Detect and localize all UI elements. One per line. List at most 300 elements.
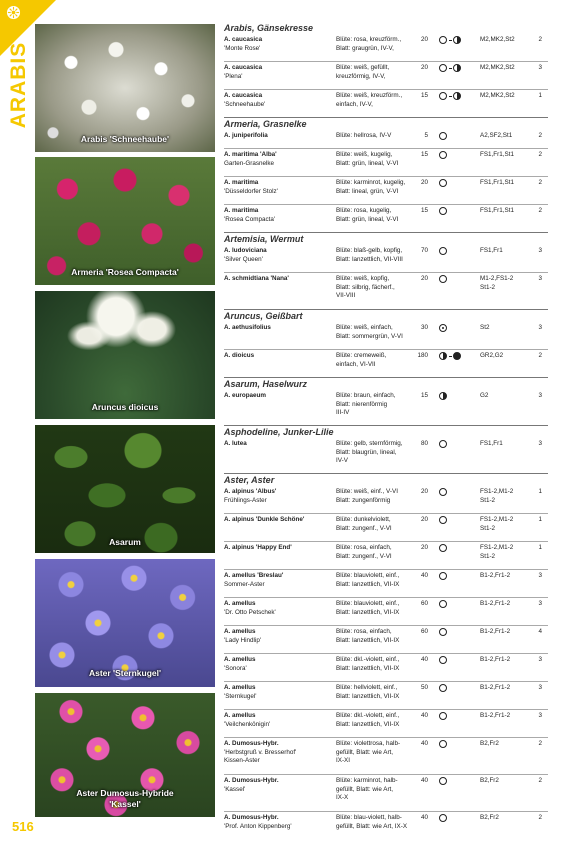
- light-sun-halfshade-icon: [439, 37, 462, 44]
- species-name: A. schmidtiana 'Nana': [224, 275, 289, 282]
- habitat-line: FS1-2,M1-2: [480, 488, 514, 495]
- plant-name: [224, 600, 334, 617]
- plant-row: [224, 322, 548, 349]
- habitat-code: [480, 572, 530, 581]
- plant-height: 50: [420, 684, 428, 691]
- light-sun-icon: [439, 778, 448, 785]
- photo-caption: Asarum: [109, 537, 141, 547]
- light-halfshade-icon: [439, 393, 448, 400]
- habitat-code: [480, 740, 530, 749]
- description-line: Blatt: zungenf., V-VI: [336, 524, 392, 532]
- photo-aster-sternkugel: [35, 559, 215, 687]
- description-line: Blatt: lanzettlich, VII-IX: [336, 692, 400, 700]
- light-sun-icon: [439, 629, 448, 636]
- plant-name: [224, 516, 334, 525]
- description-line: einfach, IV-V,: [336, 100, 373, 108]
- plant-height: 15: [420, 392, 428, 399]
- plant-height: 80: [420, 440, 428, 447]
- description-line: Blatt: lanzettlich, VII-VIII: [336, 255, 403, 263]
- plant-height: 180: [417, 352, 428, 359]
- plant-name: [224, 740, 334, 766]
- group-number: 3: [538, 572, 542, 579]
- group-number: 1: [538, 544, 542, 551]
- habitat-line: M1-2,FS1-2: [480, 275, 514, 282]
- light-requirement: [439, 516, 469, 526]
- plant-height: 40: [420, 656, 428, 663]
- habitat-line: M2,MK2,St2: [480, 36, 515, 43]
- plant-name: [224, 36, 334, 53]
- description-line: gefüllt, Blatt: wie Art,: [336, 748, 394, 756]
- plant-description: [336, 814, 418, 831]
- plant-row: [224, 34, 548, 61]
- plant-height: 60: [420, 600, 428, 607]
- plant-name: [224, 814, 334, 831]
- light-sun-icon: [439, 815, 448, 822]
- group-number: 2: [538, 151, 542, 158]
- plant-height: 15: [420, 207, 428, 214]
- habitat-code: [480, 92, 530, 101]
- light-requirement: [439, 656, 469, 666]
- habitat-line: B2,Fr2: [480, 777, 499, 784]
- group-number: 3: [538, 440, 542, 447]
- description-line: Blüte: weiß, kopfig,: [336, 275, 390, 282]
- page-number: 516: [12, 819, 34, 834]
- plant-name: [224, 247, 334, 264]
- description-line: Blatt: lanzettlich, VII-IX: [336, 608, 400, 616]
- photo-caption-line1: Aster Dumosus-Hybride: [76, 788, 174, 798]
- group-number: 3: [538, 392, 542, 399]
- group-number: 3: [538, 324, 542, 331]
- habitat-code: [480, 247, 530, 256]
- species-name: A. amellus: [224, 628, 256, 635]
- species-name: A. caucasica: [224, 92, 263, 99]
- group-number: 2: [538, 814, 542, 821]
- photo-caption: Aruncus dioicus: [91, 402, 159, 412]
- group-heading: Asarum, Haselwurz: [224, 377, 548, 390]
- light-sun-icon: [439, 713, 448, 720]
- description-line: III-IV: [336, 409, 350, 416]
- cultivar-name: 'Kassel': [224, 785, 246, 793]
- light-requirement: [439, 275, 469, 285]
- description-line: Blüte: blau-violett, halb-: [336, 814, 402, 821]
- light-requirement: [439, 740, 469, 750]
- plant-name: [224, 132, 334, 141]
- plant-height: 40: [420, 740, 428, 747]
- habitat-code: [480, 324, 530, 333]
- species-name: A. amellus: [224, 712, 256, 719]
- plant-row: [224, 272, 548, 309]
- habitat-code: [480, 36, 530, 45]
- light-requirement: [439, 132, 469, 142]
- plant-height: 15: [420, 92, 428, 99]
- light-sun-icon: [439, 573, 448, 580]
- species-name: A. amellus: [224, 600, 256, 607]
- light-requirement: [439, 600, 469, 610]
- habitat-line: FS1-2,M1-2: [480, 544, 514, 551]
- plant-description: [336, 392, 418, 418]
- plant-table: [224, 22, 548, 834]
- group-number: 1: [538, 488, 542, 495]
- plant-description: [336, 179, 418, 196]
- light-sun-icon: [439, 741, 448, 748]
- habitat-line: B1-2,Fr1-2: [480, 684, 511, 691]
- habitat-code: [480, 179, 530, 188]
- plant-height: 40: [420, 777, 428, 784]
- description-line: Blatt: grün, lineal, V-VI: [336, 215, 399, 223]
- light-requirement: [439, 572, 469, 582]
- group-heading: Armeria, Grasnelke: [224, 117, 548, 130]
- description-line: Blüte: dkl.-violett, einf.,: [336, 656, 400, 663]
- light-requirement: [439, 684, 469, 694]
- habitat-code: [480, 151, 530, 160]
- description-line: Blüte: weiß, gefüllt,: [336, 64, 390, 71]
- plant-row: [224, 245, 548, 272]
- light-sun-icon: [439, 685, 448, 692]
- plant-row: [224, 349, 548, 377]
- cultivar-name: 'Sonora': [224, 664, 247, 672]
- plant-name: [224, 179, 334, 196]
- habitat-code: [480, 488, 530, 505]
- description-line: Blüte: rosa, kreuzförm.,: [336, 36, 402, 43]
- habitat-code: [480, 656, 530, 665]
- habitat-line: FS1,Fr1,St1: [480, 151, 514, 158]
- light-sun-halfshade-icon: [439, 65, 462, 72]
- cultivar-name: 'Lady Hindlip': [224, 636, 262, 644]
- light-requirement: [439, 36, 469, 46]
- habitat-code: [480, 516, 530, 533]
- group-number: 1: [538, 92, 542, 99]
- light-sun-icon: [439, 517, 448, 524]
- species-name: A. alpinus 'Happy End': [224, 544, 292, 551]
- habitat-code: [480, 132, 530, 141]
- plant-row: [224, 709, 548, 737]
- group-number: 4: [538, 628, 542, 635]
- species-name: A. Dumosus-Hybr.: [224, 740, 279, 747]
- description-line: Blüte: blaß-gelb, kopfig,: [336, 247, 403, 254]
- species-name: A. amellus: [224, 656, 256, 663]
- habitat-code: [480, 392, 530, 401]
- plant-height: 70: [420, 247, 428, 254]
- plant-description: [336, 628, 418, 645]
- plant-row: [224, 597, 548, 625]
- description-line: Blatt: lanzettlich, VII-IX: [336, 580, 400, 588]
- habitat-line: B2,Fr2: [480, 740, 499, 747]
- group-number: 2: [538, 740, 542, 747]
- light-requirement: [439, 392, 469, 402]
- plant-name: [224, 712, 334, 729]
- description-line: Blüte: rosa, einfach,: [336, 628, 392, 635]
- habitat-code: [480, 684, 530, 693]
- cultivar-name: Garten-Grasnelke: [224, 159, 275, 167]
- light-sun-icon: [439, 657, 448, 664]
- light-semishade-icon: [439, 325, 448, 332]
- habitat-line: M2,MK2,St2: [480, 64, 515, 71]
- plant-description: [336, 600, 418, 617]
- group-heading: Artemisia, Wermut: [224, 232, 548, 245]
- plant-description: [336, 275, 418, 301]
- species-name: A. caucasica: [224, 36, 263, 43]
- common-name: Kissen-Aster: [224, 757, 260, 764]
- species-name: A. Dumosus-Hybr.: [224, 777, 279, 784]
- group-number: 3: [538, 275, 542, 282]
- group-heading: Aruncus, Geißbart: [224, 309, 548, 322]
- plant-row: [224, 130, 548, 148]
- group-number: 1: [538, 516, 542, 523]
- light-sun-icon: [439, 441, 448, 448]
- description-line: Blüte: hellviolett, einf.,: [336, 684, 398, 691]
- group-number: 3: [538, 247, 542, 254]
- habitat-code: [480, 352, 530, 361]
- habitat-line: FS1,Fr1,St1: [480, 207, 514, 214]
- habitat-line: St1-2: [480, 552, 496, 560]
- species-name: A. Dumosus-Hybr.: [224, 814, 279, 821]
- plant-description: [336, 440, 418, 466]
- plant-height: 40: [420, 712, 428, 719]
- description-line: Blüte: blauviolett, einf.,: [336, 572, 400, 579]
- group-number: 2: [538, 179, 542, 186]
- plant-name: [224, 656, 334, 673]
- cultivar-name: Frühlings-Aster: [224, 496, 267, 504]
- description-line: Blatt: silbrig, fächerf.,: [336, 283, 395, 291]
- description-line: Blüte: karminrot, kugelig,: [336, 179, 406, 186]
- group-number: 3: [538, 600, 542, 607]
- plant-row: [224, 513, 548, 541]
- plant-description: [336, 488, 418, 505]
- photo-caption-line2: 'Kassel': [109, 799, 141, 809]
- light-requirement: [439, 151, 469, 161]
- description-line: IX-XI: [336, 757, 350, 764]
- habitat-line: B1-2,Fr1-2: [480, 572, 511, 579]
- plant-description: [336, 516, 418, 533]
- description-line: Blatt: sommergrün, V-VI: [336, 332, 403, 340]
- photo-asarum: [35, 425, 215, 553]
- description-line: Blatt: lanzettlich, VII-IX: [336, 636, 400, 644]
- description-line: IX-X: [336, 794, 349, 801]
- species-name: A. maritima: [224, 207, 259, 214]
- plant-height: 20: [420, 488, 428, 495]
- plant-row: [224, 811, 548, 834]
- description-line: gefüllt, Blatt: wie Art,: [336, 785, 394, 793]
- habitat-line: B1-2,Fr1-2: [480, 712, 511, 719]
- plant-name: [224, 572, 334, 589]
- species-name: A. europaeum: [224, 392, 266, 399]
- species-name: A. caucasica: [224, 64, 263, 71]
- habitat-line: GR2,G2: [480, 352, 504, 359]
- light-sun-icon: [439, 152, 448, 159]
- group-number: 2: [538, 352, 542, 359]
- plant-description: [336, 92, 418, 109]
- plant-height: 5: [424, 132, 428, 139]
- cultivar-name: 'Silver Queen': [224, 255, 263, 263]
- plant-name: [224, 392, 334, 401]
- habitat-line: B1-2,Fr1-2: [480, 656, 511, 663]
- description-line: Blüte: violettrosa, halb-: [336, 740, 401, 747]
- species-name: A. maritima 'Alba': [224, 151, 277, 158]
- light-requirement: [439, 64, 469, 74]
- group-number: 3: [538, 712, 542, 719]
- description-line: IV-V: [336, 457, 348, 464]
- plant-height: 15: [420, 151, 428, 158]
- habitat-line: St1-2: [480, 283, 496, 291]
- species-name: A. alpinus 'Albus': [224, 488, 277, 495]
- description-line: Blatt: zungenförmig: [336, 496, 391, 504]
- description-line: Blüte: cremeweiß,: [336, 352, 387, 359]
- plant-name: [224, 440, 334, 449]
- cultivar-name: 'Plena': [224, 72, 243, 80]
- light-sun-icon: [439, 545, 448, 552]
- description-line: einfach, VI-VII: [336, 360, 376, 368]
- plant-height: 20: [420, 544, 428, 551]
- flower-icon: [6, 5, 21, 20]
- plant-row: [224, 737, 548, 774]
- species-name: A. lutea: [224, 440, 247, 447]
- light-requirement: [439, 488, 469, 498]
- habitat-line: St1-2: [480, 496, 496, 504]
- description-line: Blüte: blauviolett, einf.,: [336, 600, 400, 607]
- plant-row: [224, 774, 548, 811]
- light-requirement: [439, 777, 469, 787]
- habitat-line: St1-2: [480, 524, 496, 532]
- species-name: A. maritima: [224, 179, 259, 186]
- light-sun-icon: [439, 248, 448, 255]
- group-number: 2: [538, 207, 542, 214]
- description-line: Blüte: weiß, einfach,: [336, 324, 393, 331]
- plant-row: [224, 61, 548, 89]
- section-tab: ARABIS: [7, 41, 30, 129]
- plant-description: [336, 740, 418, 766]
- plant-row: [224, 486, 548, 513]
- light-sun-halfshade-icon: [439, 93, 462, 100]
- group-heading: Arabis, Gänsekresse: [224, 23, 314, 33]
- cultivar-name: 'Rosea Compacta': [224, 215, 276, 223]
- description-line: kreuzförmig, IV-V,: [336, 72, 386, 80]
- cultivar-name: 'Dr. Otto Petschek': [224, 608, 276, 616]
- description-line: Blatt: lanzettlich, VII-IX: [336, 720, 400, 728]
- habitat-line: G2: [480, 392, 489, 399]
- plant-row: [224, 89, 548, 117]
- plant-row: [224, 681, 548, 709]
- plant-name: [224, 64, 334, 81]
- group-heading: Aster, Aster: [224, 473, 548, 486]
- photo-armeria: [35, 157, 215, 285]
- plant-row: [224, 653, 548, 681]
- plant-description: [336, 324, 418, 341]
- photo-aruncus: [35, 291, 215, 419]
- habitat-line: FS1,Fr1: [480, 247, 503, 254]
- plant-description: [336, 247, 418, 264]
- description-line: Blatt: lineal, grün, V-VI: [336, 187, 399, 195]
- light-requirement: [439, 324, 469, 334]
- description-line: Blüte: weiß, kugelig,: [336, 151, 393, 158]
- plant-name: [224, 628, 334, 645]
- habitat-code: [480, 814, 530, 823]
- habitat-line: B1-2,Fr1-2: [480, 600, 511, 607]
- group-number: 3: [538, 684, 542, 691]
- cultivar-name: 'Herbstgruß v. Bresserhof': [224, 748, 297, 756]
- habitat-code: [480, 64, 530, 73]
- cultivar-name: 'Sternkugel': [224, 692, 257, 700]
- description-line: Blüte: rosa, kugelig,: [336, 207, 392, 214]
- habitat-line: A2,SF2,St1: [480, 132, 513, 139]
- plant-description: [336, 352, 418, 369]
- habitat-line: St2: [480, 324, 490, 331]
- habitat-code: [480, 440, 530, 449]
- plant-height: 20: [420, 64, 428, 71]
- plant-row: [224, 204, 548, 232]
- plant-name: [224, 207, 334, 224]
- plant-description: [336, 572, 418, 589]
- cultivar-name: 'Veilchenkönigin': [224, 720, 271, 728]
- habitat-line: FS1-2,M1-2: [480, 516, 514, 523]
- light-requirement: [439, 628, 469, 638]
- cultivar-name: 'Schneehaube': [224, 100, 266, 108]
- group-number: 3: [538, 64, 542, 71]
- plant-height: 20: [420, 516, 428, 523]
- description-line: Blüte: karminrot, halb-: [336, 777, 398, 784]
- cultivar-name: 'Prof. Anton Kippenberg': [224, 822, 292, 830]
- plant-name: [224, 151, 334, 168]
- description-line: Blatt: zungenf., V-VI: [336, 552, 392, 560]
- cultivar-name: Sommer-Aster: [224, 580, 265, 588]
- group-number: 2: [538, 36, 542, 43]
- light-requirement: [439, 352, 469, 362]
- light-requirement: [439, 247, 469, 257]
- group-heading: Asphodeline, Junker-Lilie: [224, 425, 548, 438]
- description-line: Blatt: graugrün, IV-V,: [336, 44, 394, 52]
- habitat-line: FS1,Fr1,St1: [480, 179, 514, 186]
- group-number: 2: [538, 777, 542, 784]
- plant-name: [224, 777, 334, 794]
- cultivar-name: 'Düsseldorfer Stolz': [224, 187, 278, 195]
- habitat-code: [480, 275, 530, 292]
- habitat-code: [480, 544, 530, 561]
- habitat-line: B1-2,Fr1-2: [480, 628, 511, 635]
- light-requirement: [439, 712, 469, 722]
- plant-row: [224, 390, 548, 425]
- plant-height: 40: [420, 572, 428, 579]
- group-number: 2: [538, 132, 542, 139]
- plant-description: [336, 207, 418, 224]
- species-name: A. amellus 'Breslau': [224, 572, 284, 579]
- habitat-code: [480, 712, 530, 721]
- plant-height: 20: [420, 36, 428, 43]
- description-line: VII-VIII: [336, 292, 356, 299]
- description-line: Blatt: blaugrün, lineal,: [336, 448, 397, 456]
- plant-row: [224, 625, 548, 653]
- plant-description: [336, 712, 418, 729]
- plant-name: [224, 684, 334, 701]
- light-requirement: [439, 440, 469, 450]
- description-line: Blüte: dunkelviolett,: [336, 516, 391, 523]
- plant-name: [224, 92, 334, 109]
- description-line: Blüte: braun, einfach,: [336, 392, 396, 399]
- plant-description: [336, 684, 418, 701]
- plant-row: [224, 569, 548, 597]
- description-line: Blatt: nierenförmig: [336, 400, 388, 408]
- species-name: A. alpinus 'Dunkle Schöne': [224, 516, 305, 523]
- description-line: Blüte: weiß, einf., V-VI: [336, 488, 398, 495]
- light-requirement: [439, 544, 469, 554]
- species-name: A. aethusifolius: [224, 324, 271, 331]
- photo-arabis: [35, 24, 215, 152]
- light-requirement: [439, 207, 469, 217]
- plant-row: [224, 438, 548, 473]
- plant-row: [224, 176, 548, 204]
- habitat-code: [480, 777, 530, 786]
- light-sun-icon: [439, 180, 448, 187]
- description-line: Blüte: hellrosa, IV-V: [336, 132, 392, 139]
- plant-description: [336, 151, 418, 168]
